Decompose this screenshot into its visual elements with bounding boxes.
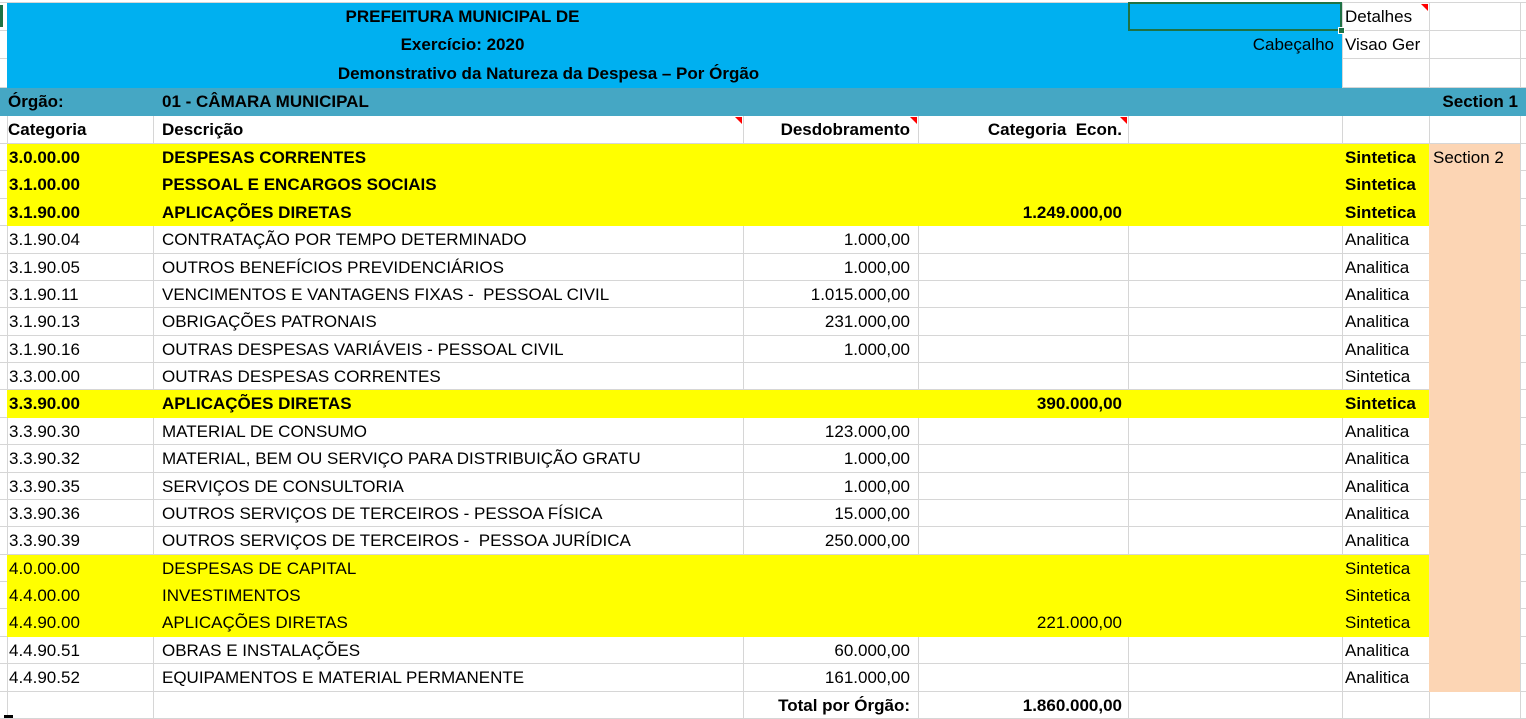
report-title[interactable]: PREFEITURA MUNICIPAL DE xyxy=(345,7,580,26)
cell-categoria-econ[interactable] xyxy=(918,308,1128,335)
cell-categoria-econ[interactable] xyxy=(918,418,1128,445)
col-header-categoria-econ[interactable]: Categoria Econ. xyxy=(987,120,1122,139)
cell-categoria[interactable]: 3.3.90.35 xyxy=(9,476,80,496)
cell-descricao[interactable]: OUTROS SERVIÇOS DE TERCEIROS - PESSOA JURÍDICA xyxy=(162,531,631,551)
cell-categoria[interactable]: 3.1.90.16 xyxy=(9,339,80,359)
cell-desdobramento[interactable] xyxy=(743,144,918,171)
cell-categoria[interactable]: 3.1.90.11 xyxy=(9,284,79,304)
cell-right-margin xyxy=(1429,473,1526,500)
cell-categoria-econ[interactable] xyxy=(918,336,1128,363)
cell-tipo[interactable]: Analitica xyxy=(1345,476,1410,496)
table-body xyxy=(0,144,1526,719)
table-row xyxy=(0,637,1526,664)
cell-descricao[interactable]: DESPESAS CORRENTES xyxy=(153,144,743,171)
cell-desdobramento[interactable]: Total por Órgão: xyxy=(778,695,910,715)
table-row xyxy=(0,363,1526,390)
cell-tipo[interactable]: Analitica xyxy=(1345,339,1410,359)
cell-descricao[interactable]: OUTROS SERVIÇOS DE TERCEIROS - PESSOA FÍSICA xyxy=(162,503,603,523)
cell-categoria[interactable]: 3.1.90.00 xyxy=(7,199,153,226)
cell-categoria[interactable]: 3.1.90.04 xyxy=(9,230,80,250)
col-header-categoria[interactable]: Categoria xyxy=(8,120,87,139)
table-row xyxy=(0,336,1526,363)
cell-empty[interactable] xyxy=(1128,582,1342,609)
cell-empty[interactable] xyxy=(1128,199,1342,226)
row-margin xyxy=(0,555,7,582)
clipped-next-row xyxy=(4,715,13,718)
row-margin xyxy=(0,308,7,335)
cell-descricao[interactable]: PESSOAL E ENCARGOS SOCIAIS xyxy=(153,171,743,198)
cell-right-margin xyxy=(1429,527,1526,554)
cell-categoria-econ[interactable] xyxy=(918,144,1128,171)
cell-desdobramento[interactable]: 1.015.000,00 xyxy=(810,284,910,304)
cell-tipo[interactable]: Sintetica xyxy=(1342,171,1429,198)
cell-right-margin xyxy=(1429,308,1526,335)
cell-tipo[interactable]: Analitica xyxy=(1345,421,1410,441)
cell-categoria-econ[interactable] xyxy=(918,473,1128,500)
cell-categoria[interactable]: 4.0.00.00 xyxy=(7,555,153,582)
cell-right-margin xyxy=(1429,171,1526,198)
cell-descricao[interactable]: OUTROS BENEFÍCIOS PREVIDENCIÁRIOS xyxy=(162,257,504,277)
cell-desdobramento[interactable]: 250.000,00 xyxy=(824,531,910,551)
cell-descricao[interactable]: CONTRATAÇÃO POR TEMPO DETERMINADO xyxy=(162,230,527,250)
row-margin xyxy=(0,336,7,363)
cell-descricao[interactable]: DESPESAS DE CAPITAL xyxy=(153,555,743,582)
detalhes-cell[interactable]: Detalhes xyxy=(1345,7,1413,26)
cell-categoria[interactable]: 3.3.90.00 xyxy=(7,390,153,417)
comment-triangle-icon xyxy=(1120,117,1127,124)
cell-right-margin xyxy=(1429,144,1526,171)
cell-tipo[interactable]: Analitica xyxy=(1345,668,1410,688)
cell-right-margin xyxy=(1429,637,1526,664)
row-margin xyxy=(0,171,7,198)
col-header-desdobramento[interactable]: Desdobramento xyxy=(780,120,910,139)
orgao-value[interactable]: 01 - CÂMARA MUNICIPAL xyxy=(162,92,369,111)
row-margin xyxy=(0,199,7,226)
cell-categoria-econ[interactable]: 390.000,00 xyxy=(918,390,1128,417)
cell-tipo[interactable]: Analitica xyxy=(1345,230,1410,250)
cell-right-margin xyxy=(1429,199,1526,226)
cell-descricao[interactable]: OBRIGAÇÕES PATRONAIS xyxy=(162,312,377,332)
cell-categoria[interactable]: 3.0.00.00 xyxy=(7,144,153,171)
cell-desdobramento[interactable] xyxy=(743,363,918,390)
cell-categoria[interactable]: 4.4.90.00 xyxy=(7,609,153,636)
cell-tipo[interactable]: Sintetica xyxy=(1342,390,1429,417)
cell-categoria[interactable]: 4.4.00.00 xyxy=(7,582,153,609)
table-row xyxy=(0,555,1526,582)
cell-descricao[interactable]: OUTRAS DESPESAS VARIÁVEIS - PESSOAL CIVIL xyxy=(162,339,564,359)
cell-categoria-econ[interactable] xyxy=(918,226,1128,253)
table-row xyxy=(0,473,1526,500)
cell-categoria-econ[interactable] xyxy=(918,363,1128,390)
cell-descricao[interactable]: APLICAÇÕES DIRETAS xyxy=(153,609,743,636)
cell-tipo[interactable]: Analitica xyxy=(1345,257,1410,277)
cell-descricao[interactable]: SERVIÇOS DE CONSULTORIA xyxy=(162,476,404,496)
cell-descricao[interactable]: OBRAS E INSTALAÇÕES xyxy=(162,640,361,660)
cell-empty[interactable] xyxy=(1128,308,1342,335)
cell-descricao[interactable]: VENCIMENTOS E VANTAGENS FIXAS - PESSOAL CIVIL xyxy=(162,284,610,304)
cell-right-margin xyxy=(1429,363,1526,390)
cell-desdobramento[interactable] xyxy=(743,390,918,417)
cell-categoria-econ[interactable] xyxy=(918,555,1128,582)
cell-categoria[interactable]: 3.3.90.30 xyxy=(9,421,80,441)
cell-categoria-econ[interactable] xyxy=(918,445,1128,472)
row-margin xyxy=(0,527,7,554)
row-margin xyxy=(0,254,7,281)
cell-desdobramento[interactable]: 60.000,00 xyxy=(834,640,910,660)
row-margin xyxy=(0,363,7,390)
row-margin xyxy=(0,664,7,691)
cell-descricao[interactable] xyxy=(153,692,743,719)
row-margin xyxy=(0,609,7,636)
cell-empty[interactable] xyxy=(1128,664,1342,691)
cell-tipo[interactable]: Sintetica xyxy=(1342,609,1429,636)
cell-empty[interactable] xyxy=(1128,226,1342,253)
comment-triangle-icon xyxy=(735,117,742,124)
cell-right-margin xyxy=(1429,390,1526,417)
cell-categoria[interactable]: 3.3.90.36 xyxy=(9,503,80,523)
cell-desdobramento[interactable]: 1.000,00 xyxy=(843,230,910,250)
col-header-descricao[interactable]: Descrição xyxy=(162,120,244,139)
table-row xyxy=(0,418,1526,445)
row-margin xyxy=(0,500,7,527)
cell-tipo[interactable]: Analitica xyxy=(1345,449,1410,469)
cell-descricao[interactable]: EQUIPAMENTOS E MATERIAL PERMANENTE xyxy=(162,668,525,688)
cabecalho-cell[interactable]: Cabeçalho xyxy=(1252,35,1334,54)
cell-categoria-econ[interactable] xyxy=(918,281,1128,308)
row-margin xyxy=(0,390,7,417)
cell-empty[interactable] xyxy=(1128,500,1342,527)
row-margin xyxy=(0,144,7,171)
table-row xyxy=(0,445,1526,472)
cell-descricao[interactable]: APLICAÇÕES DIRETAS xyxy=(153,199,743,226)
visao-geral-cell[interactable]: Visao Ger xyxy=(1345,35,1421,54)
cell-empty[interactable] xyxy=(1128,390,1342,417)
cell-desdobramento[interactable]: 1.000,00 xyxy=(843,476,910,496)
table-row xyxy=(0,390,1526,417)
cell-right-margin xyxy=(1429,418,1526,445)
table-row xyxy=(0,527,1526,554)
cell-desdobramento[interactable] xyxy=(743,199,918,226)
cell-empty[interactable] xyxy=(1128,363,1342,390)
cell-tipo[interactable]: Sintetica xyxy=(1342,582,1429,609)
cell-desdobramento[interactable] xyxy=(743,171,918,198)
table-row xyxy=(0,226,1526,253)
table-row xyxy=(0,308,1526,335)
table-row xyxy=(0,171,1526,198)
table-row xyxy=(0,144,1526,171)
row-margin xyxy=(0,637,7,664)
cell-categoria-econ[interactable] xyxy=(918,664,1128,691)
cell-tipo[interactable]: Sintetica xyxy=(1342,199,1429,226)
cell-desdobramento[interactable] xyxy=(743,582,918,609)
cell-right-margin xyxy=(1429,609,1526,636)
cell-desdobramento[interactable]: 123.000,00 xyxy=(824,421,910,441)
cell-empty[interactable] xyxy=(1128,527,1342,554)
cell-desdobramento[interactable]: 231.000,00 xyxy=(824,312,910,332)
table-row xyxy=(0,609,1526,636)
cell-categoria-econ[interactable] xyxy=(918,582,1128,609)
cell-categoria[interactable]: 3.3.00.00 xyxy=(9,367,80,386)
fill-handle[interactable] xyxy=(1338,27,1345,34)
cell-empty[interactable] xyxy=(1128,609,1342,636)
orgao-label[interactable]: Órgão: xyxy=(8,92,64,111)
cell-right-margin xyxy=(1429,582,1526,609)
comment-triangle-icon xyxy=(910,117,917,124)
cell-right-margin xyxy=(1429,555,1526,582)
cell-categoria[interactable] xyxy=(7,692,153,719)
cell-descricao[interactable]: INVESTIMENTOS xyxy=(153,582,743,609)
cell-right-margin xyxy=(1429,226,1526,253)
row-margin xyxy=(0,473,7,500)
cell-desdobramento[interactable] xyxy=(743,609,918,636)
table-row xyxy=(0,692,1526,719)
cell-categoria-econ[interactable]: 1.860.000,00 xyxy=(1022,695,1122,715)
selection-edge-artifact xyxy=(0,5,3,27)
cell-tipo[interactable]: Analitica xyxy=(1345,503,1410,523)
cell-empty[interactable] xyxy=(1128,171,1342,198)
cell-empty[interactable] xyxy=(1128,144,1342,171)
cell-desdobramento[interactable]: 15.000,00 xyxy=(834,503,910,523)
cell-empty[interactable] xyxy=(1128,637,1342,664)
table-row xyxy=(0,199,1526,226)
row-margin xyxy=(0,582,7,609)
cell-categoria[interactable]: 4.4.90.51 xyxy=(9,640,80,660)
table-row xyxy=(0,254,1526,281)
cell-categoria-econ[interactable] xyxy=(918,171,1128,198)
report-subtitle[interactable]: Demonstrativo da Natureza da Despesa – Por Órgão xyxy=(337,64,760,83)
row-margin xyxy=(0,418,7,445)
cell-right-margin xyxy=(1429,336,1526,363)
row-margin xyxy=(0,445,7,472)
cell-empty[interactable] xyxy=(1128,254,1342,281)
cell-descricao[interactable]: MATERIAL, BEM OU SERVIÇO PARA DISTRIBUIÇÃO GRATU xyxy=(162,449,641,469)
comment-triangle-icon xyxy=(1421,4,1428,11)
cell-categoria[interactable]: 3.1.90.13 xyxy=(9,312,80,332)
cell-categoria-econ[interactable] xyxy=(918,254,1128,281)
selected-cell[interactable] xyxy=(1128,2,1342,31)
cell-categoria[interactable]: 4.4.90.52 xyxy=(9,668,80,688)
cell-tipo[interactable]: Sintetica xyxy=(1342,144,1429,171)
cell-right-margin xyxy=(1429,445,1526,472)
cell-categoria-econ[interactable] xyxy=(918,527,1128,554)
cell-desdobramento[interactable]: 1.000,00 xyxy=(843,257,910,277)
table-row xyxy=(0,281,1526,308)
table-row xyxy=(0,500,1526,527)
cell-tipo[interactable]: Sintetica xyxy=(1342,555,1429,582)
row-margin xyxy=(0,281,7,308)
cell-right-margin xyxy=(1429,664,1526,691)
cell-empty[interactable] xyxy=(1128,473,1342,500)
cell-empty[interactable] xyxy=(1128,445,1342,472)
cell-empty[interactable] xyxy=(1128,281,1342,308)
cell-tipo[interactable]: Analitica xyxy=(1345,312,1410,332)
cell-tipo[interactable]: Analitica xyxy=(1345,640,1410,660)
cell-descricao[interactable]: OUTRAS DESPESAS CORRENTES xyxy=(162,367,441,386)
table-row xyxy=(0,664,1526,691)
cell-categoria-econ[interactable]: 1.249.000,00 xyxy=(918,199,1128,226)
cell-right-margin xyxy=(1429,281,1526,308)
report-exercise[interactable]: Exercício: 2020 xyxy=(400,35,525,54)
cell-descricao[interactable]: APLICAÇÕES DIRETAS xyxy=(153,390,743,417)
cell-categoria[interactable]: 3.1.90.05 xyxy=(9,257,80,277)
cell-desdobramento[interactable] xyxy=(743,555,918,582)
cell-categoria[interactable]: 3.3.90.39 xyxy=(9,531,80,551)
cell-desdobramento[interactable]: 1.000,00 xyxy=(843,339,910,359)
cell-right-margin xyxy=(1429,692,1526,719)
cell-empty[interactable] xyxy=(1128,555,1342,582)
cell-categoria[interactable]: 3.3.90.32 xyxy=(9,449,80,469)
cell-categoria-econ[interactable]: 221.000,00 xyxy=(918,609,1128,636)
table-row xyxy=(0,582,1526,609)
cell-right-margin xyxy=(1429,254,1526,281)
cell-categoria-econ[interactable] xyxy=(918,500,1128,527)
cell-categoria[interactable]: 3.1.00.00 xyxy=(7,171,153,198)
cell-empty[interactable] xyxy=(1128,692,1342,719)
cell-descricao[interactable]: MATERIAL DE CONSUMO xyxy=(162,421,367,441)
cell-desdobramento[interactable]: 161.000,00 xyxy=(824,668,910,688)
cell-categoria-econ[interactable] xyxy=(918,637,1128,664)
row-margin xyxy=(0,226,7,253)
section2-label: Section 2 xyxy=(1433,148,1504,167)
cell-tipo[interactable]: Analitica xyxy=(1345,531,1410,551)
cell-empty[interactable] xyxy=(1128,336,1342,363)
cell-right-margin xyxy=(1429,500,1526,527)
cell-tipo[interactable]: Sintetica xyxy=(1345,367,1411,386)
cell-tipo[interactable]: Analitica xyxy=(1345,284,1410,304)
cell-tipo[interactable] xyxy=(1342,692,1429,719)
cell-empty[interactable] xyxy=(1128,418,1342,445)
cell-desdobramento[interactable]: 1.000,00 xyxy=(843,449,910,469)
section1-label[interactable]: Section 1 xyxy=(1442,92,1518,111)
